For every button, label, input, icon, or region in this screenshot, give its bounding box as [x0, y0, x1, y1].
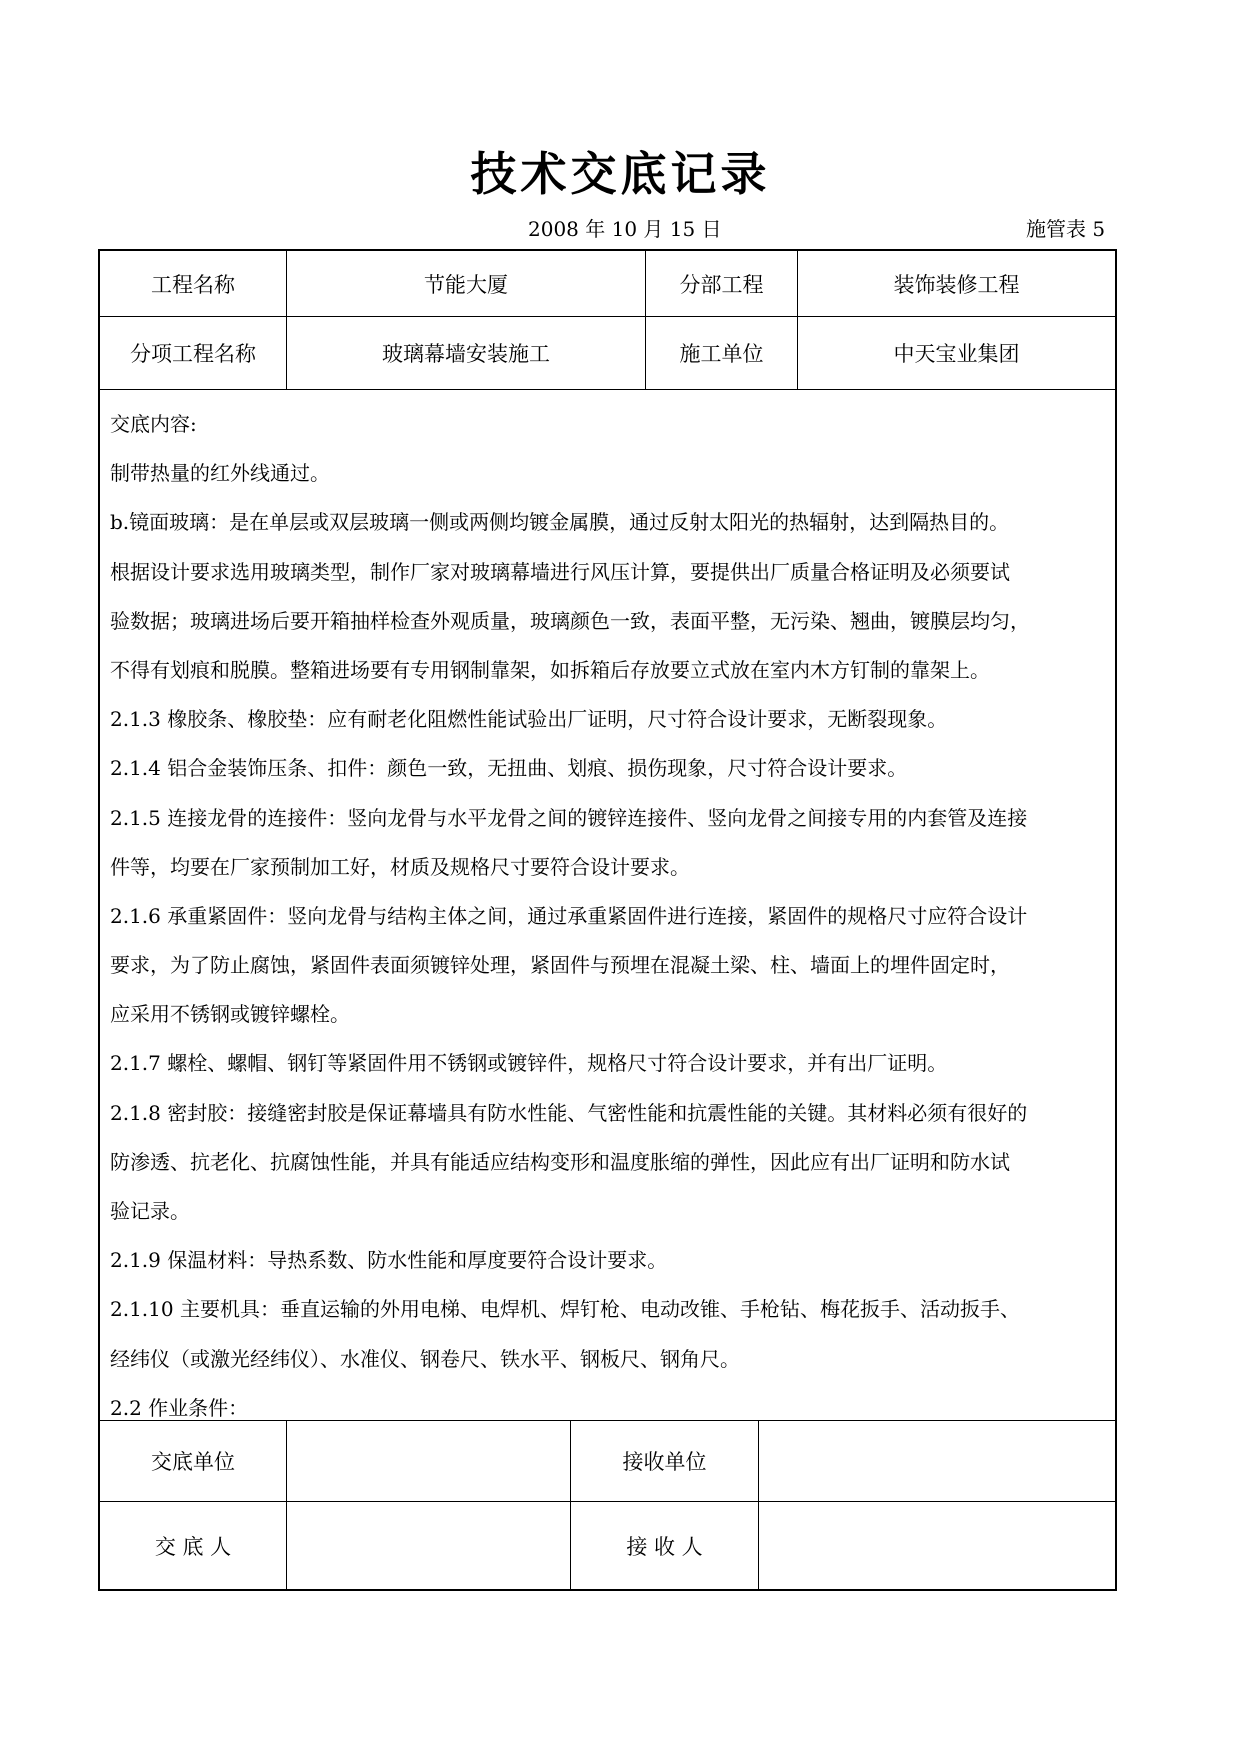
subitem-value: 玻璃幕墙安装施工 [382, 342, 550, 366]
content-line: 2.2 作业条件： [110, 1395, 249, 1420]
content-line: 2.1.9 保温材料：导热系数、防水性能和厚度要符合设计要求。 [110, 1248, 668, 1273]
content-line: 交底内容: [110, 412, 197, 436]
content-line: 制带热量的红外线通过。 [110, 461, 330, 486]
receiver-person-value[interactable] [759, 1502, 1115, 1589]
content-line: 应采用不锈钢或镀锌螺栓。 [110, 1002, 350, 1027]
subitem-label: 分项工程名称 [130, 342, 256, 366]
form-number: 施管表 5 [1026, 217, 1106, 241]
receiver-person-label: 接 收 人 [626, 1534, 703, 1559]
issuer-person-value[interactable] [287, 1502, 570, 1589]
project-name-value: 节能大厦 [424, 272, 508, 297]
content-line: 不得有划痕和脱膜。整箱进场要有专用钢制靠架，如拆箱后存放要立式放在室内木方钉制的靠架上。 [110, 657, 990, 682]
content-line: 件等，均要在厂家预制加工好，材质及规格尺寸要符合设计要求。 [110, 854, 690, 879]
document-title: 技术交底记录 [470, 147, 771, 201]
content-line: 2.1.7 螺栓、螺帽、钢钉等紧固件用不锈钢或镀锌件，规格尺寸符合设计要求，并有出厂证明。 [110, 1051, 948, 1076]
content-line: 根据设计要求选用玻璃类型，制作厂家对玻璃幕墙进行风压计算，要提供出厂质量合格证明及必须要试 [110, 559, 1010, 584]
issuer-unit-label: 交底单位 [151, 1450, 235, 1474]
content-line: 防渗透、抗老化、抗腐蚀性能，并具有能适应结构变形和温度胀缩的弹性，因此应有出厂证明和防水试 [110, 1149, 1010, 1174]
content-line: 2.1.10 主要机具：垂直运输的外用电梯、电焊机、焊钉枪、电动改锥、手枪钻、梅花扳手、活动扳手、 [110, 1297, 1020, 1322]
row-divider [99, 389, 1116, 390]
receiver-unit-label: 接收单位 [622, 1450, 707, 1474]
content-line: 经纬仪（或激光经纬仪）、水准仪、钢卷尺、铁水平、钢板尺、钢角尺。 [110, 1346, 740, 1371]
contractor-value: 中天宝业集团 [893, 342, 1020, 366]
contractor-label: 施工单位 [679, 342, 764, 366]
content-line: 2.1.3 橡胶条、橡胶垫：应有耐老化阻燃性能试验出厂证明，尺寸符合设计要求，无断裂现象。 [110, 707, 948, 732]
receiver-unit-value[interactable] [759, 1421, 1115, 1501]
issuer-person-label: 交 底 人 [154, 1534, 232, 1559]
division-label: 分部工程 [679, 272, 764, 297]
content-line: 2.1.8 密封胶：接缝密封胶是保证幕墙具有防水性能、气密性能和抗震性能的关键。其材料必须有很好的 [110, 1100, 1028, 1125]
content-line: 要求，为了防止腐蚀，紧固件表面须镀锌处理，紧固件与预埋在混凝土梁、柱、墙面上的埋件固定时， [110, 953, 1010, 978]
content-line: 验数据；玻璃进场后要开箱抽样检查外观质量，玻璃颜色一致，表面平整，无污染、翘曲，镀膜层均匀， [110, 608, 1030, 633]
issuer-unit-value[interactable] [287, 1421, 570, 1501]
content-line: 2.1.5 连接龙骨的连接件：竖向龙骨与水平龙骨之间的镀锌连接件、竖向龙骨之间接专用的内套管及连接 [110, 805, 1028, 830]
content-line: 2.1.4 铝合金装饰压条、扣件：颜色一致，无扭曲、划痕、损伤现象，尺寸符合设计要求。 [110, 756, 908, 781]
disclosure-content [110, 400, 1110, 1433]
project-name-label: 工程名称 [151, 272, 235, 297]
division-value: 装饰装修工程 [893, 272, 1020, 297]
document-date: 2008 年 10 月 15 日 [528, 217, 722, 241]
content-line: 验记录。 [110, 1199, 190, 1223]
content-line: b.镜面玻璃：是在单层或双层玻璃一侧或两侧均镀金属膜，通过反射太阳光的热辐射，达到隔热目的。 [110, 510, 1010, 535]
content-line: 2.1.6 承重紧固件：竖向龙骨与结构主体之间，通过承重紧固件进行连接，紧固件的规格尺寸应符合设计 [110, 903, 1028, 928]
